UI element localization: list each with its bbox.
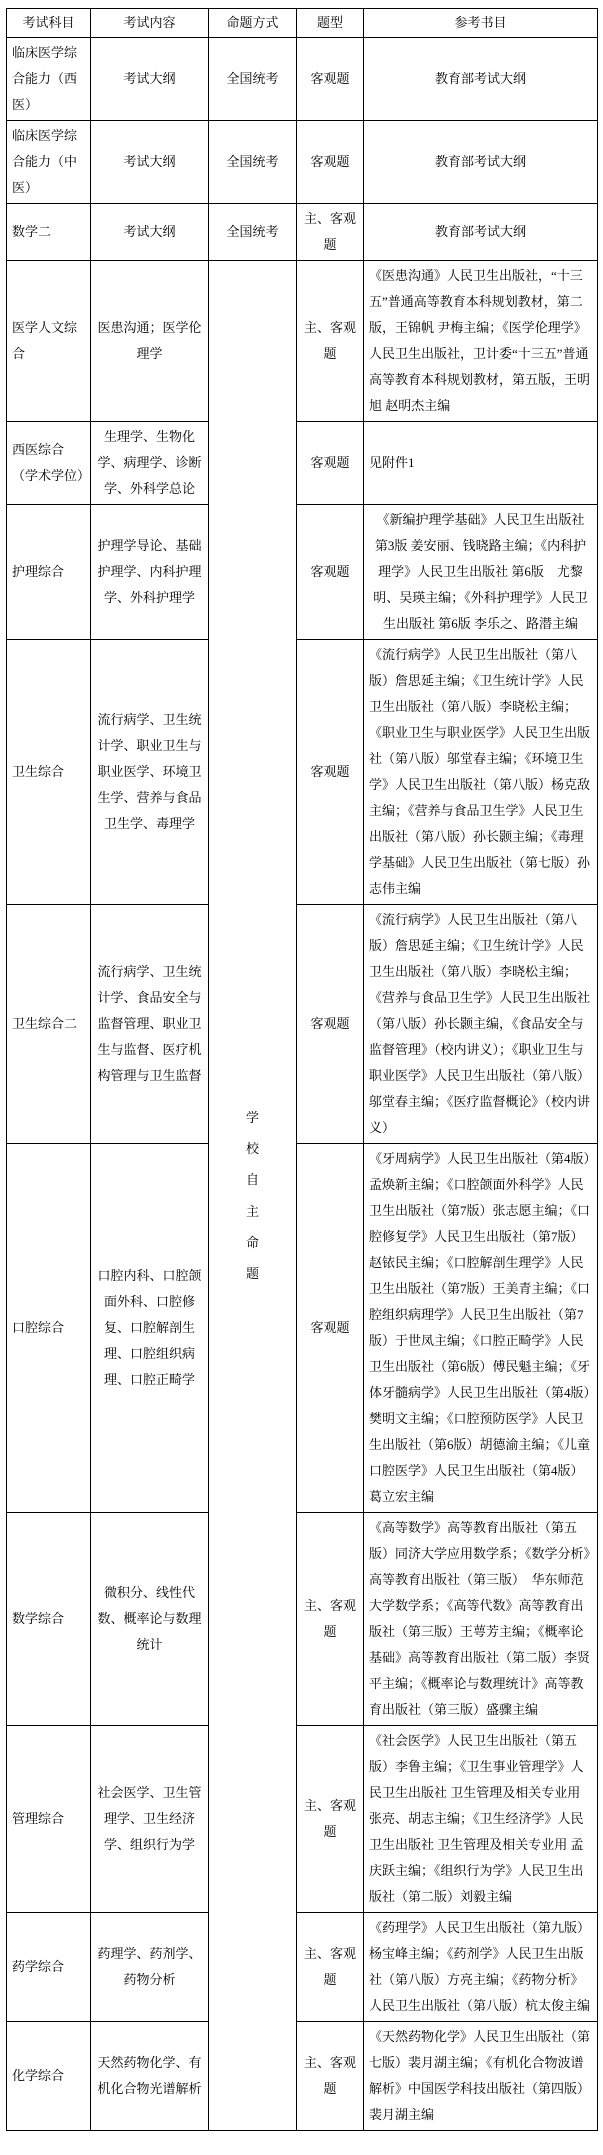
subject-cell: 护理综合 bbox=[7, 505, 91, 640]
subject-cell: 临床医学综合能力（中医） bbox=[7, 121, 91, 204]
reference-cell: 见附件1 bbox=[364, 422, 598, 505]
content-cell: 流行病学、卫生统计学、食品安全与监督管理、职业卫生与监督、医疗机构管理与卫生监督 bbox=[91, 905, 209, 1144]
question-type-cell: 主、客观题 bbox=[297, 2022, 364, 2131]
exam-table-body bbox=[7, 38, 598, 2131]
header-proposition-method: 命题方式 bbox=[209, 9, 297, 38]
method-cell: 全国统考 bbox=[209, 204, 297, 261]
subject-cell: 医学人文综合 bbox=[7, 261, 91, 422]
content-cell: 药理学、药剂学、药物分析 bbox=[91, 1913, 209, 2022]
subject-cell: 管理综合 bbox=[7, 1726, 91, 1913]
table-row bbox=[7, 505, 598, 640]
table-row bbox=[7, 1144, 598, 1513]
content-cell: 流行病学、卫生统计学、职业卫生与职业医学、环境卫生学、营养与食品卫生学、毒理学 bbox=[91, 640, 209, 905]
subject-cell: 数学二 bbox=[7, 204, 91, 261]
header-exam-content: 考试内容 bbox=[91, 9, 209, 38]
reference-cell: 《医患沟通》人民卫生出版社，“十三五”普通高等教育本科规划教材，第二版，王锦帆 尹梅主编；《医学伦理学》人民卫生出版社，卫计委“十三五”普通高等教育本科规划教材，第五版，王明旭 赵明杰主编 bbox=[364, 261, 598, 422]
reference-cell: 教育部考试大纲 bbox=[364, 38, 598, 121]
question-type-cell: 客观题 bbox=[297, 121, 364, 204]
header-reference-books: 参考书目 bbox=[364, 9, 598, 38]
content-cell: 口腔内科、口腔颌面外科、口腔修复、口腔解剖生理、口腔组织病理、口腔正畸学 bbox=[91, 1144, 209, 1513]
merged-method-cell bbox=[209, 261, 297, 2131]
question-type-cell: 客观题 bbox=[297, 905, 364, 1144]
table-row bbox=[7, 905, 598, 1144]
table-row bbox=[7, 204, 598, 261]
header-exam-subject: 考试科目 bbox=[7, 9, 91, 38]
subject-cell: 卫生综合 bbox=[7, 640, 91, 905]
question-type-cell: 主、客观题 bbox=[297, 1726, 364, 1913]
table-row bbox=[7, 38, 598, 121]
subject-cell: 药学综合 bbox=[7, 1913, 91, 2022]
question-type-cell: 客观题 bbox=[297, 640, 364, 905]
table-row bbox=[7, 422, 598, 505]
question-type-cell: 客观题 bbox=[297, 38, 364, 121]
table-header bbox=[7, 9, 598, 38]
content-cell: 生理学、生物化学、病理学、诊断学、外科学总论 bbox=[91, 422, 209, 505]
exam-subjects-table bbox=[6, 8, 598, 2131]
subject-cell: 口腔综合 bbox=[7, 1144, 91, 1513]
reference-cell: 《流行病学》人民卫生出版社（第八版）詹思延主编；《卫生统计学》人民卫生出版社（第八版）李晓松主编；《营养与食品卫生学》人民卫生出版社（第八版）孙长颢主编，《食品安全与监督管理》（校内讲义）；《职业卫生与职业医学》人民卫生出版社（第八版）邬堂春主编；《医疗监督概论》（校内讲义） bbox=[364, 905, 598, 1144]
table-row bbox=[7, 1513, 598, 1726]
question-type-cell: 主、客观题 bbox=[297, 1913, 364, 2022]
subject-cell: 卫生综合二 bbox=[7, 905, 91, 1144]
header-question-type: 题型 bbox=[297, 9, 364, 38]
content-cell: 天然药物化学、有机化合物光谱解析 bbox=[91, 2022, 209, 2131]
subject-cell: 化学综合 bbox=[7, 2022, 91, 2131]
question-type-cell: 主、客观题 bbox=[297, 204, 364, 261]
question-type-cell: 客观题 bbox=[297, 422, 364, 505]
question-type-cell: 主、客观题 bbox=[297, 1513, 364, 1726]
content-cell: 医患沟通；医学伦理学 bbox=[91, 261, 209, 422]
method-cell: 全国统考 bbox=[209, 38, 297, 121]
table-row bbox=[7, 1913, 598, 2022]
reference-cell: 《社会医学》人民卫生出版社（第五版）李鲁主编；《卫生事业管理学》人民卫生出版社 卫生管理及相关专业用 张亮、胡志主编；《卫生经济学》人民卫生出版社 卫生管理及相关专业用 孟庆跃主编；《组织行为学》人民卫生出版社（第二版）刘毅主编 bbox=[364, 1726, 598, 1913]
reference-cell: 《高等数学》高等教育出版社（第五版）同济大学应用数学系；《数学分析》高等教育出版社（第三版） 华东师范大学数学系；《高等代数》高等教育出版社（第三版）王萼芳主编；《概率论基础》高等教育出版社（第二版）李贤平主编；《概率论与数理统计》高等教育出版社（第三版）盛骤主编 bbox=[364, 1513, 598, 1726]
table-row bbox=[7, 261, 598, 422]
subject-cell: 西医综合（学术学位） bbox=[7, 422, 91, 505]
content-cell: 考试大纲 bbox=[91, 121, 209, 204]
reference-cell: 教育部考试大纲 bbox=[364, 204, 598, 261]
content-cell: 护理学导论、基础护理学、内科护理学、外科护理学 bbox=[91, 505, 209, 640]
subject-cell: 临床医学综合能力（西医） bbox=[7, 38, 91, 121]
header-row bbox=[7, 9, 598, 38]
content-cell: 微积分、线性代数、概率论与数理统计 bbox=[91, 1513, 209, 1726]
reference-cell: 《新编护理学基础》人民卫生出版社 第3版 姜安丽、钱晓路主编；《内科护理学》人民卫生出版社 第6版 尤黎明、吴瑛主编；《外科护理学》人民卫生出版社 第6版 李乐之、路潜主编 bbox=[364, 505, 598, 640]
method-cell: 全国统考 bbox=[209, 121, 297, 204]
table-row bbox=[7, 640, 598, 905]
reference-cell: 《流行病学》人民卫生出版社（第八版）詹思延主编；《卫生统计学》人民卫生出版社（第八版）李晓松主编；《职业卫生与职业医学》人民卫生出版社（第八版）邬堂春主编；《环境卫生学》人民卫生出版社（第八版）杨克敌主编；《营养与食品卫生学》人民卫生出版社（第八版）孙长颢主编；《毒理学基础》人民卫生出版社（第七版）孙志伟主编 bbox=[364, 640, 598, 905]
merged-method-vertical-text: 学校自主命题 bbox=[245, 1109, 259, 1281]
reference-cell: 《药理学》人民卫生出版社（第九版）杨宝峰主编；《药剂学》人民卫生出版社（第八版）方亮主编；《药物分析》人民卫生出版社（第八版）杭太俊主编 bbox=[364, 1913, 598, 2022]
content-cell: 社会医学、卫生管理学、卫生经济学、组织行为学 bbox=[91, 1726, 209, 1913]
subject-cell: 数学综合 bbox=[7, 1513, 91, 1726]
reference-cell: 教育部考试大纲 bbox=[364, 121, 598, 204]
content-cell: 考试大纲 bbox=[91, 204, 209, 261]
table-row bbox=[7, 2022, 598, 2131]
table-row bbox=[7, 121, 598, 204]
reference-cell: 《天然药物化学》人民卫生出版社（第七版）裴月湖主编；《有机化合物波谱解析》中国医学科技出版社（第四版）裴月湖主编 bbox=[364, 2022, 598, 2131]
reference-cell: 《牙周病学》人民卫生出版社（第4版）孟焕新主编；《口腔颌面外科学》人民卫生出版社（第7版）张志愿主编；《口腔修复学》人民卫生出版社（第7版）赵铱民主编；《口腔解剖生理学》人民卫生出版社（第7版）王美青主编；《口腔组织病理学》人民卫生出版社（第7版）于世凤主编；《口腔正畸学》人民卫生出版社（第6版）傅民魁主编；《牙体牙髓病学》人民卫生出版社（第4版）樊明文主编；《口腔预防医学》人民卫生出版社（第6版）胡德渝主编；《儿童口腔医学》人民卫生出版社（第4版）葛立宏主编 bbox=[364, 1144, 598, 1513]
content-cell: 考试大纲 bbox=[91, 38, 209, 121]
question-type-cell: 主、客观题 bbox=[297, 261, 364, 422]
question-type-cell: 客观题 bbox=[297, 505, 364, 640]
table-row bbox=[7, 1726, 598, 1913]
question-type-cell: 客观题 bbox=[297, 1144, 364, 1513]
